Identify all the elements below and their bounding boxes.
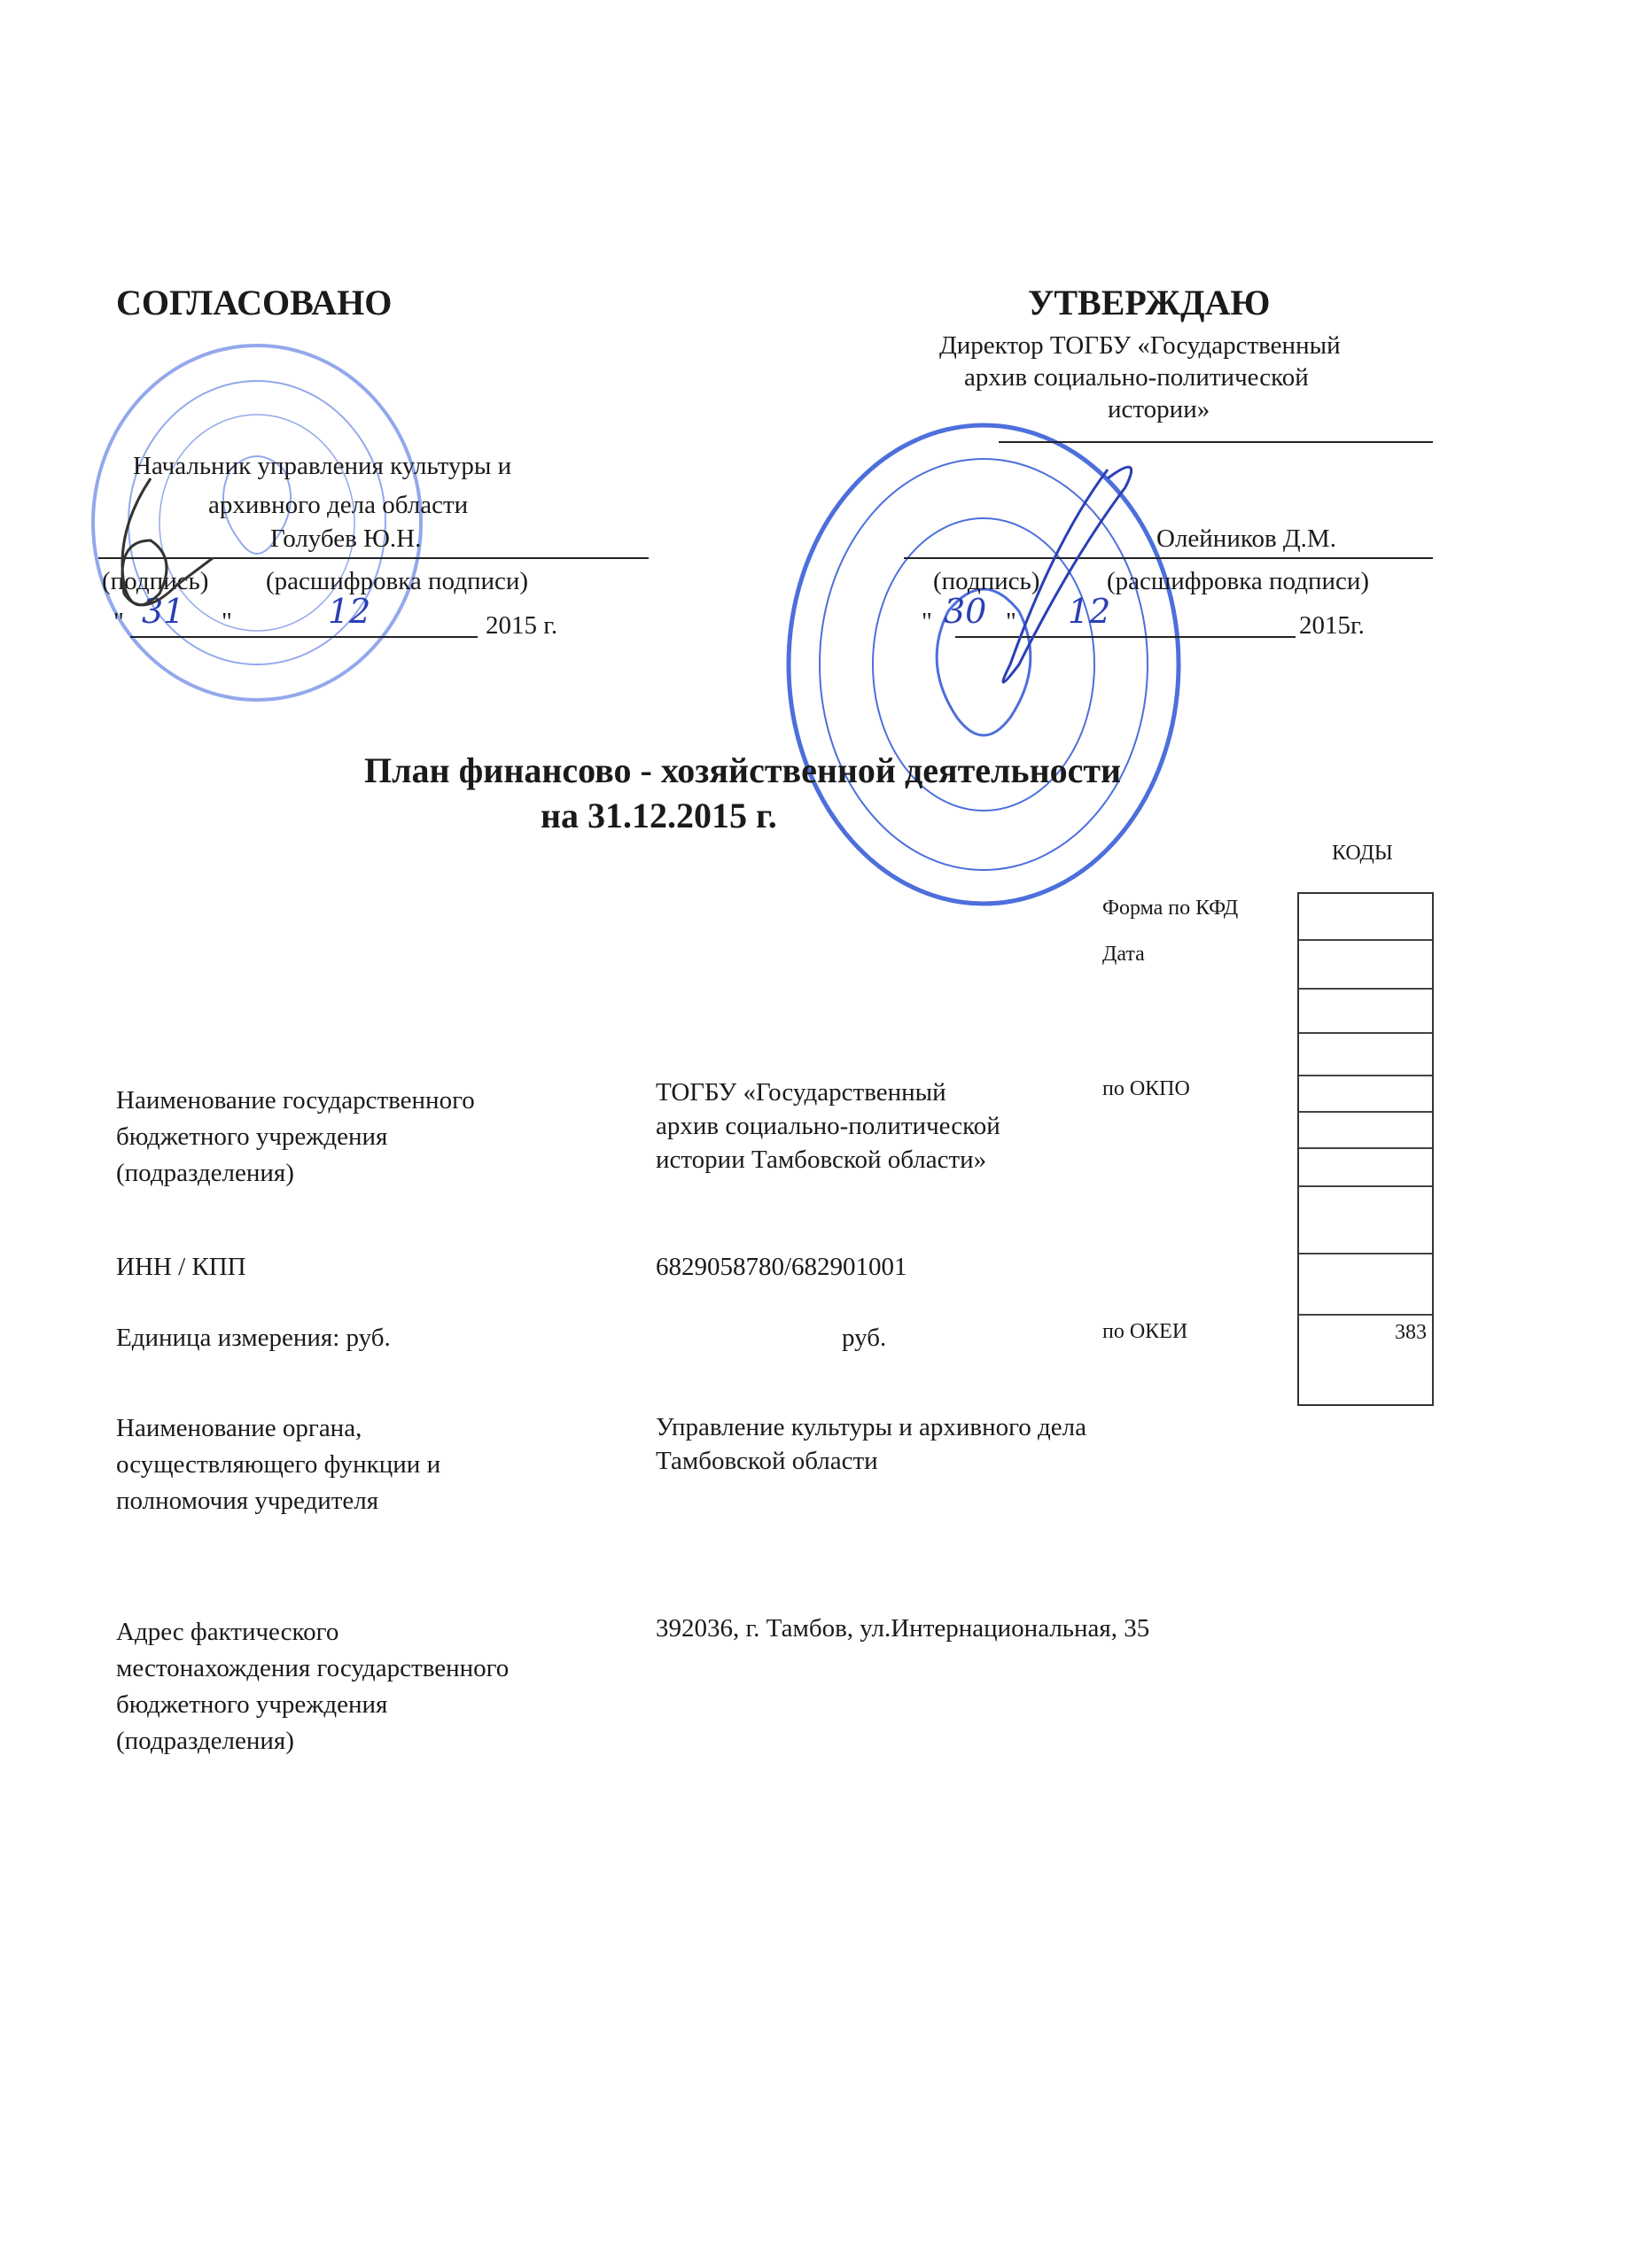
okei-label: по ОКЕИ: [1102, 1320, 1188, 1343]
form-kfd-label: Форма по КФД: [1102, 897, 1239, 920]
institution-name-value: ТОГБУ «Государственный архив социально-политической истории Тамбовской области»: [656, 1078, 1000, 1174]
approve-heading: УТВЕРЖДАЮ: [1028, 283, 1271, 322]
founder-value: Управление культуры и архивного дела Тамбовской области: [656, 1413, 1086, 1475]
okpo-label: по ОКПО: [1102, 1077, 1190, 1100]
unit-value: руб.: [842, 1324, 887, 1352]
right-handwritten-signature: [930, 443, 1161, 709]
right-signature-caption: (подпись): [933, 567, 1040, 595]
inn-kpp-value: 6829058780/682901001: [656, 1253, 907, 1281]
left-signature-caption: (подпись): [102, 567, 209, 595]
left-date-month: 12: [328, 592, 371, 631]
left-signer-name: Голубев Ю.Н.: [270, 524, 422, 553]
left-date-day: 31: [142, 592, 185, 631]
codes-table: [1297, 892, 1434, 1406]
address-label: Адрес фактического местонахождения государственного бюджетного учреждения (подразделения): [116, 1618, 510, 1755]
unit-label: Единица измерения: руб.: [116, 1324, 391, 1352]
agreed-heading: СОГЛАСОВАНО: [116, 283, 393, 322]
okei-code-value: 383: [1395, 1321, 1427, 1344]
inn-kpp-label: ИНН / КПП: [116, 1253, 246, 1281]
right-position-line1: Директор ТОГБУ «Государственный: [939, 331, 1341, 360]
left-date-year: 2015 г.: [486, 611, 558, 640]
right-date-month: 12: [1068, 592, 1111, 631]
document-date: на 31.12.2015 г.: [541, 796, 777, 835]
institution-name-label: Наименование государственного бюджетного учреждения (подразделения): [116, 1086, 475, 1187]
left-decode-caption: (расшифровка подписи): [266, 567, 529, 595]
date-label: Дата: [1102, 943, 1145, 966]
right-position-line2: архив социально-политической: [964, 363, 1309, 392]
right-date-day: 30: [944, 592, 987, 631]
document-title: План финансово - хозяйственной деятельности: [364, 750, 1122, 790]
right-decode-caption: (расшифровка подписи): [1107, 567, 1370, 595]
left-position-line2: архивного дела области: [208, 491, 469, 519]
founder-label: Наименование органа, осуществляющего функции и полномочия учредителя: [116, 1414, 441, 1515]
right-date-year: 2015г.: [1299, 611, 1365, 640]
codes-header: КОДЫ: [1332, 842, 1393, 865]
right-date-quote-close: ": [1006, 608, 1016, 636]
right-date-quote-open: ": [922, 608, 932, 636]
right-position-line3: истории»: [1108, 395, 1210, 423]
left-handwritten-signature: [97, 461, 257, 638]
address-value: 392036, г. Тамбов, ул.Интернациональная, 35: [656, 1614, 1150, 1643]
left-position-line1: Начальник управления культуры и: [133, 452, 512, 480]
right-signer-name: Олейников Д.М.: [1156, 524, 1336, 553]
left-date-quote-open: ": [113, 608, 124, 636]
left-date-quote-close: ": [222, 608, 232, 636]
